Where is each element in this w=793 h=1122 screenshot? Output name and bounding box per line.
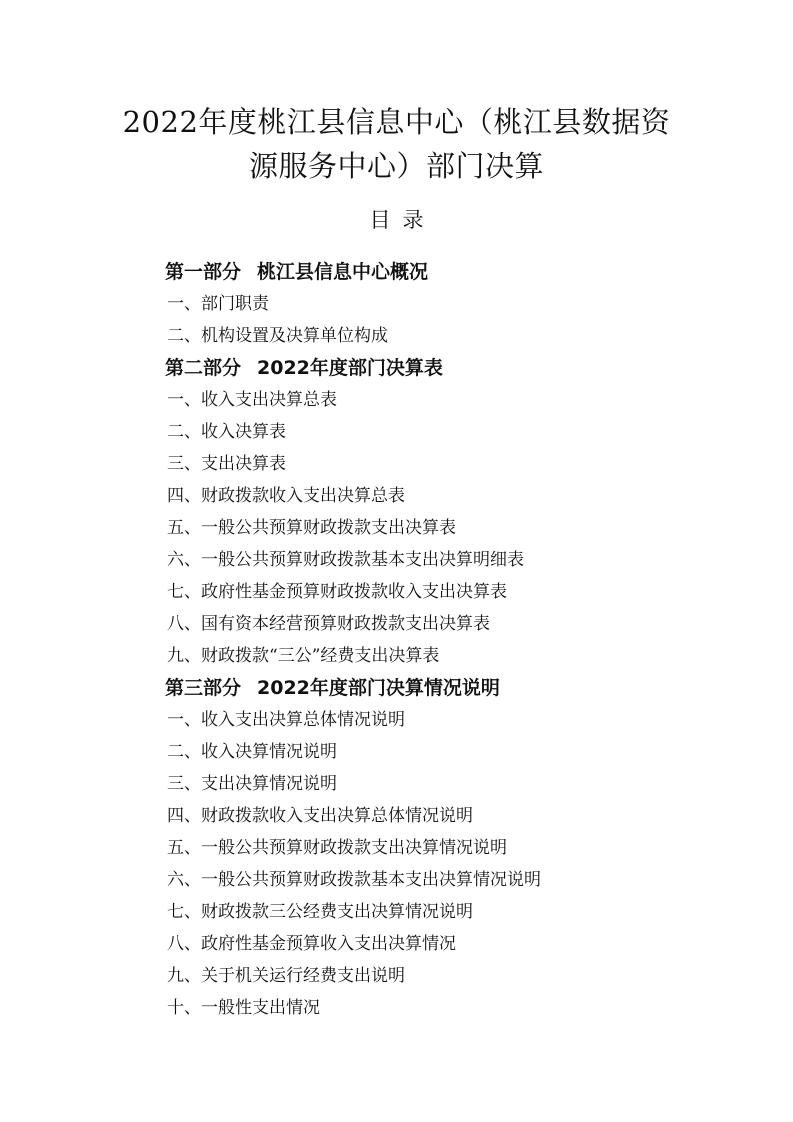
toc-heading xyxy=(0,205,793,235)
part-label: 第三部分 xyxy=(165,677,242,699)
document-title-line-1: 2022年度桃江县信息中心（桃江县数据资 xyxy=(122,105,671,139)
toc-heading-char: 目 xyxy=(369,208,391,232)
part-label: 第一部分 xyxy=(165,261,242,283)
table-of-contents xyxy=(165,256,725,1024)
toc-item: 七、财政拨款三公经费支出决算情况说明 xyxy=(167,902,473,922)
toc-item: 五、一般公共预算财政拨款支出决算表 xyxy=(167,518,456,538)
toc-item: 五、一般公共预算财政拨款支出决算情况说明 xyxy=(167,838,507,858)
toc-item: 二、收入决算表 xyxy=(167,422,286,442)
part-title: 2022年度部门决算情况说明 xyxy=(257,677,500,699)
toc-item: 六、一般公共预算财政拨款基本支出决算情况说明 xyxy=(167,870,541,890)
toc-part-2-heading xyxy=(165,352,725,384)
document-title-line-2: 源服务中心）部门决算 xyxy=(248,149,544,183)
toc-item: 一、收入支出决算总体情况说明 xyxy=(167,710,405,730)
toc-item: 四、财政拨款收入支出决算总体情况说明 xyxy=(167,806,473,826)
toc-item: 八、政府性基金预算收入支出决算情况 xyxy=(167,934,456,954)
toc-item: 一、部门职责 xyxy=(167,294,269,314)
toc-item: 九、财政拨款“三公”经费支出决算表 xyxy=(167,646,440,666)
toc-item: 二、收入决算情况说明 xyxy=(167,742,337,762)
toc-item: 十、一般性支出情况 xyxy=(167,998,320,1018)
toc-item: 九、关于机关运行经费支出说明 xyxy=(167,966,405,986)
toc-item: 二、机构设置及决算单位构成 xyxy=(167,326,388,346)
toc-item: 一、收入支出决算总表 xyxy=(167,390,337,410)
part-title: 2022年度部门决算表 xyxy=(257,357,443,379)
toc-item: 七、政府性基金预算财政拨款收入支出决算表 xyxy=(167,582,507,602)
toc-item: 三、支出决算情况说明 xyxy=(167,774,337,794)
toc-item: 八、国有资本经营预算财政拨款支出决算表 xyxy=(167,614,490,634)
part-title: 桃江县信息中心概况 xyxy=(257,261,429,283)
toc-item: 四、财政拨款收入支出决算总表 xyxy=(167,486,405,506)
toc-item: 六、一般公共预算财政拨款基本支出决算明细表 xyxy=(167,550,524,570)
toc-heading-char: 录 xyxy=(402,208,424,232)
toc-item: 三、支出决算表 xyxy=(167,454,286,474)
part-label: 第二部分 xyxy=(165,357,242,379)
toc-part-1-heading xyxy=(165,256,725,288)
toc-part-3-heading xyxy=(165,672,725,704)
